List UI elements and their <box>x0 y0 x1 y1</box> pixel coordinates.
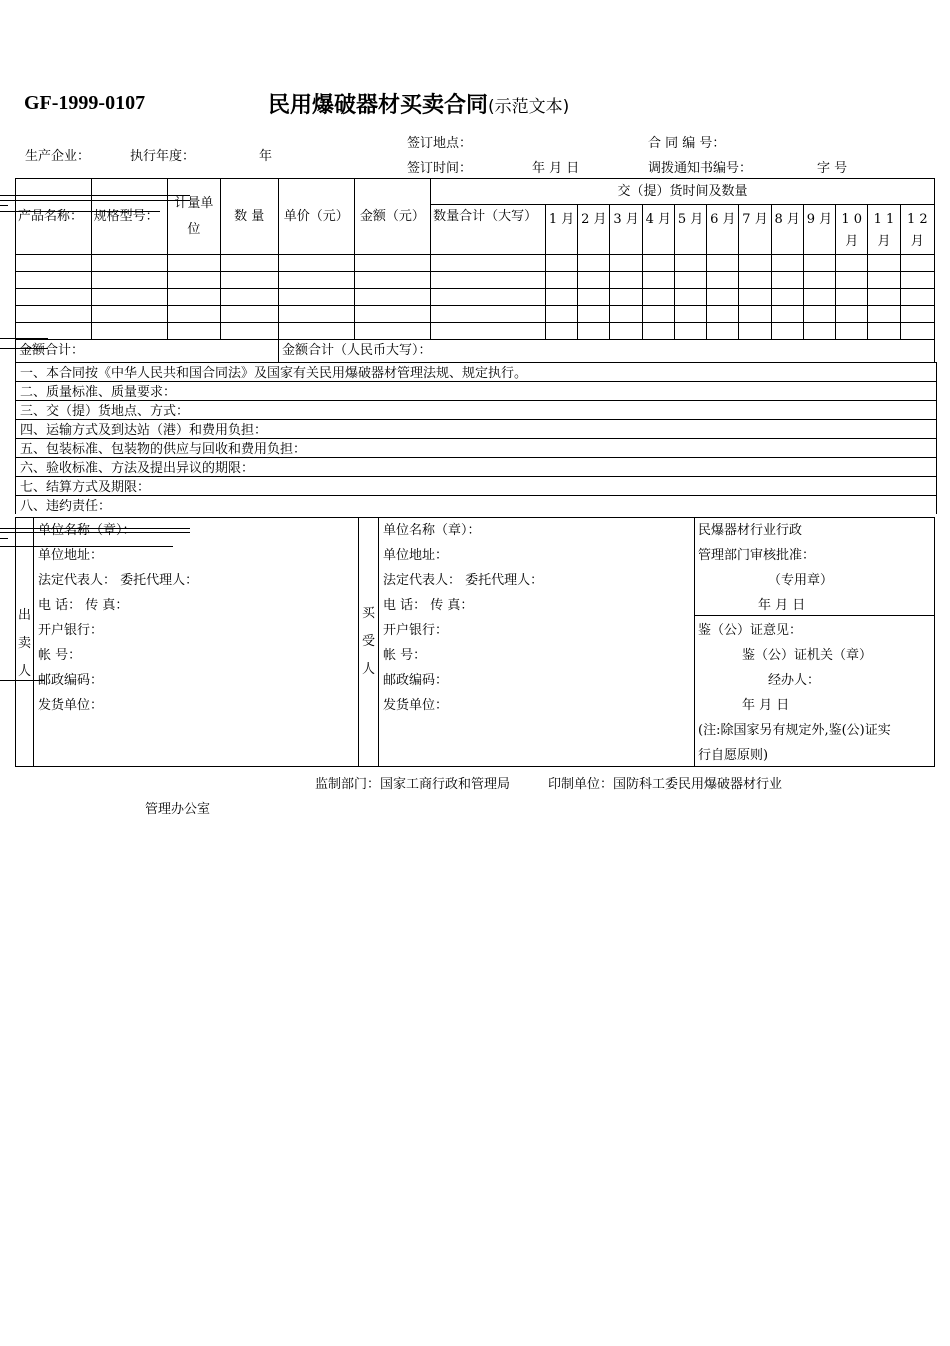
table-cell <box>91 323 168 340</box>
header-month-12: 1 2 月 <box>900 205 934 255</box>
sign-place-label: 签订地点： <box>407 136 473 151</box>
table-cell <box>674 255 706 272</box>
table-cell <box>278 323 354 340</box>
rule-line <box>0 528 190 529</box>
table-cell <box>220 323 278 340</box>
table-cell <box>642 272 674 289</box>
table-cell <box>278 272 354 289</box>
seller-info <box>34 518 359 766</box>
clause-3 <box>16 401 936 420</box>
table-row <box>16 255 935 272</box>
table-cell <box>803 272 835 289</box>
rule-line <box>0 546 173 547</box>
table-cell <box>278 255 354 272</box>
table-row <box>16 323 935 340</box>
table-cell <box>771 323 803 340</box>
table-cell <box>642 306 674 323</box>
clause-4 <box>16 420 936 439</box>
table-cell <box>803 306 835 323</box>
rule-line <box>0 538 8 539</box>
table-cell <box>674 289 706 306</box>
table-cell <box>16 306 92 323</box>
table-cell <box>739 289 771 306</box>
table-row <box>16 272 935 289</box>
title-subtitle: (示范文本) <box>488 97 570 117</box>
buyer-representative: 法定代表人： 委托代理人： <box>383 573 544 588</box>
rule-line <box>0 338 48 339</box>
header-month-2: 2 月 <box>578 205 610 255</box>
rule-line <box>0 195 190 196</box>
seller-label-3: 人 <box>17 664 31 679</box>
table-cell <box>578 289 610 306</box>
clause-5-text: 五、包装标准、包装物的供应与回收和费用负担： <box>20 442 307 457</box>
notary-note-2: 行自愿原则) <box>698 748 769 763</box>
table-cell <box>707 306 739 323</box>
table-cell <box>91 255 168 272</box>
table-cell <box>278 289 354 306</box>
header-qty-total: 数量合计（大写） <box>431 205 546 255</box>
buyer-label-col <box>359 518 379 766</box>
table-cell <box>610 272 642 289</box>
sign-time-label: 签订时间： <box>407 161 473 176</box>
amount-total-rmb: 金额合计（人民币大写）： <box>278 340 934 363</box>
clause-2 <box>16 382 936 401</box>
table-cell <box>707 323 739 340</box>
table-cell <box>578 323 610 340</box>
clause-8-text: 八、违约责任： <box>20 499 112 514</box>
header-unit-price: 单价（元） <box>278 179 354 255</box>
footer-office: 管理办公室 <box>145 802 211 817</box>
table-cell <box>220 289 278 306</box>
table-cell <box>91 272 168 289</box>
table-cell <box>431 289 546 306</box>
table-cell <box>168 306 220 323</box>
table-cell <box>642 289 674 306</box>
table-cell <box>707 255 739 272</box>
table-cell <box>220 272 278 289</box>
producer-label: 生产企业： <box>25 149 91 164</box>
header-month-10: 1 0 月 <box>836 205 868 255</box>
buyer-label-1: 买 <box>361 606 375 621</box>
header-product-name: 产品名称： <box>16 179 92 255</box>
notice-number-label: 调拨通知书编号： <box>648 161 753 176</box>
table-cell <box>868 255 900 272</box>
table-cell <box>836 323 868 340</box>
table-cell <box>803 255 835 272</box>
table-cell <box>900 323 934 340</box>
table-cell <box>739 272 771 289</box>
table-cell <box>354 255 431 272</box>
table-cell <box>91 306 168 323</box>
table-cell <box>578 306 610 323</box>
table-cell <box>803 289 835 306</box>
sign-date: 年 月 日 <box>532 161 580 176</box>
table-cell <box>220 255 278 272</box>
notice-number-suffix: 字 号 <box>817 161 848 176</box>
table-cell <box>771 255 803 272</box>
table-cell <box>610 306 642 323</box>
table-cell <box>91 289 168 306</box>
table-row <box>16 289 935 306</box>
header-unit: 计量单位 <box>168 179 220 255</box>
clause-3-text: 三、交（提）货地点、方式： <box>20 404 190 419</box>
header-amount: 金额（元） <box>354 179 431 255</box>
table-cell <box>900 255 934 272</box>
authority-line-1: 民爆器材行业行政 <box>698 523 803 538</box>
table-cell <box>354 272 431 289</box>
table-cell <box>836 306 868 323</box>
seller-postcode: 邮政编码： <box>38 673 104 688</box>
table-cell <box>836 255 868 272</box>
rule-line <box>0 680 44 681</box>
table-cell <box>642 323 674 340</box>
parties-section <box>15 517 935 767</box>
table-cell <box>278 306 354 323</box>
header-quantity: 数 量 <box>220 179 278 255</box>
exec-year-label: 执行年度： <box>130 149 196 164</box>
product-table <box>15 178 935 363</box>
notary-organ: 鉴（公）证机关（章） <box>742 648 873 663</box>
table-cell <box>431 255 546 272</box>
header-month-3: 3 月 <box>610 205 642 255</box>
seller-account: 帐 号： <box>38 648 82 663</box>
authority-line-2: 管理部门审核批准： <box>698 548 816 563</box>
table-cell <box>16 289 92 306</box>
table-cell <box>642 255 674 272</box>
table-cell <box>578 255 610 272</box>
buyer-info <box>379 518 695 766</box>
form-code: GF-1999-0107 <box>24 92 146 114</box>
header-month-9: 9 月 <box>803 205 835 255</box>
table-cell <box>545 255 577 272</box>
table-cell <box>771 306 803 323</box>
notary-box <box>698 618 891 768</box>
table-cell <box>707 272 739 289</box>
seller-bank: 开户银行： <box>38 623 104 638</box>
notary-date: 年 月 日 <box>742 698 790 713</box>
table-cell <box>868 323 900 340</box>
table-row <box>16 306 935 323</box>
header-month-5: 5 月 <box>674 205 706 255</box>
table-cell <box>707 289 739 306</box>
authority-box <box>698 518 833 618</box>
buyer-bank: 开户银行： <box>383 623 449 638</box>
seller-phone-fax: 电 话： 传 真： <box>38 598 129 613</box>
table-cell <box>868 306 900 323</box>
footer-printer: 印制单位：国防科工委民用爆破器材行业 <box>548 777 783 792</box>
table-cell <box>168 289 220 306</box>
seller-address: 单位地址： <box>38 548 104 563</box>
notary-handler: 经办人： <box>768 673 821 688</box>
table-cell <box>431 272 546 289</box>
clause-1 <box>16 362 936 382</box>
clause-8 <box>16 496 936 514</box>
clauses <box>15 362 937 514</box>
table-cell <box>545 272 577 289</box>
seller-representative: 法定代表人： 委托代理人： <box>38 573 199 588</box>
notary-note-1: (注:除国家另有规定外,鉴(公)证实 <box>698 723 891 738</box>
table-cell <box>354 306 431 323</box>
seller-label-col <box>16 518 34 766</box>
buyer-postcode: 邮政编码： <box>383 673 449 688</box>
header-month-4: 4 月 <box>642 205 674 255</box>
rule-line <box>0 348 48 349</box>
table-cell <box>868 289 900 306</box>
exec-year-unit: 年 <box>259 149 273 164</box>
table-cell <box>803 323 835 340</box>
title-main: 民用爆破器材买卖合同 <box>268 93 489 118</box>
header-month-1: 1 月 <box>545 205 577 255</box>
table-cell <box>836 289 868 306</box>
table-cell <box>674 323 706 340</box>
header-delivery: 交（提）货时间及数量 <box>431 179 935 205</box>
table-cell <box>771 289 803 306</box>
table-cell <box>674 306 706 323</box>
header-spec: 规格型号： <box>91 179 168 255</box>
authority-seal: （专用章） <box>768 573 834 588</box>
table-cell <box>431 323 546 340</box>
clause-6 <box>16 458 936 477</box>
clause-2-text: 二、质量标准、质量要求： <box>20 385 177 400</box>
buyer-address: 单位地址： <box>383 548 449 563</box>
table-cell <box>16 272 92 289</box>
table-cell <box>739 306 771 323</box>
table-cell <box>739 255 771 272</box>
table-cell <box>868 272 900 289</box>
table-cell <box>545 323 577 340</box>
header-month-11: 1 1 月 <box>868 205 900 255</box>
table-cell <box>739 323 771 340</box>
header-month-6: 6 月 <box>707 205 739 255</box>
table-cell <box>220 306 278 323</box>
table-cell <box>674 272 706 289</box>
buyer-account: 帐 号： <box>383 648 427 663</box>
table-cell <box>431 306 546 323</box>
blank-rows <box>16 255 935 340</box>
table-cell <box>16 323 92 340</box>
table-cell <box>836 272 868 289</box>
table-cell <box>354 323 431 340</box>
table-cell <box>771 272 803 289</box>
clause-5 <box>16 439 936 458</box>
seller-label-2: 卖 <box>17 636 31 651</box>
buyer-phone-fax: 电 话： 传 真： <box>383 598 474 613</box>
rule-line <box>0 205 8 206</box>
header-month-7: 7 月 <box>739 205 771 255</box>
clause-1-text: 一、本合同按《中华人民共和国合同法》及国家有关民用爆破器材管理法规、规定执行。 <box>20 366 528 381</box>
notary-opinion: 鉴（公）证意见： <box>698 623 803 638</box>
seller-shipper: 发货单位： <box>38 698 104 713</box>
header-month-8: 8 月 <box>771 205 803 255</box>
amount-total: 金额合计： <box>16 340 279 363</box>
buyer-label-2: 受 <box>361 634 375 649</box>
clause-7-text: 七、结算方式及期限： <box>20 480 151 495</box>
document-title <box>268 88 569 119</box>
table-cell <box>545 306 577 323</box>
table-cell <box>168 323 220 340</box>
table-cell <box>900 306 934 323</box>
rule-line <box>0 200 190 201</box>
table-cell <box>168 255 220 272</box>
seller-label-1: 出 <box>17 608 31 623</box>
table-cell <box>900 272 934 289</box>
table-cell <box>610 289 642 306</box>
rule-line <box>0 532 190 533</box>
table-cell <box>168 272 220 289</box>
table-cell <box>610 323 642 340</box>
buyer-label-3: 人 <box>361 662 375 677</box>
table-cell <box>545 289 577 306</box>
buyer-name: 单位名称（章）： <box>383 523 481 538</box>
table-cell <box>354 289 431 306</box>
rule-line <box>0 211 160 212</box>
table-cell <box>16 255 92 272</box>
clause-6-text: 六、验收标准、方法及提出异议的期限： <box>20 461 255 476</box>
contract-number-label: 合 同 编 号： <box>648 136 726 151</box>
buyer-shipper: 发货单位： <box>383 698 449 713</box>
clause-4-text: 四、运输方式及到达站（港）和费用负担： <box>20 423 268 438</box>
clause-7 <box>16 477 936 496</box>
seller-name: 单位名称（章）： <box>38 523 136 538</box>
table-cell <box>578 272 610 289</box>
authority-date: 年 月 日 <box>758 598 806 613</box>
footer-supervisor: 监制部门：国家工商行政和管理局 <box>315 777 511 792</box>
table-cell <box>610 255 642 272</box>
table-cell <box>900 289 934 306</box>
